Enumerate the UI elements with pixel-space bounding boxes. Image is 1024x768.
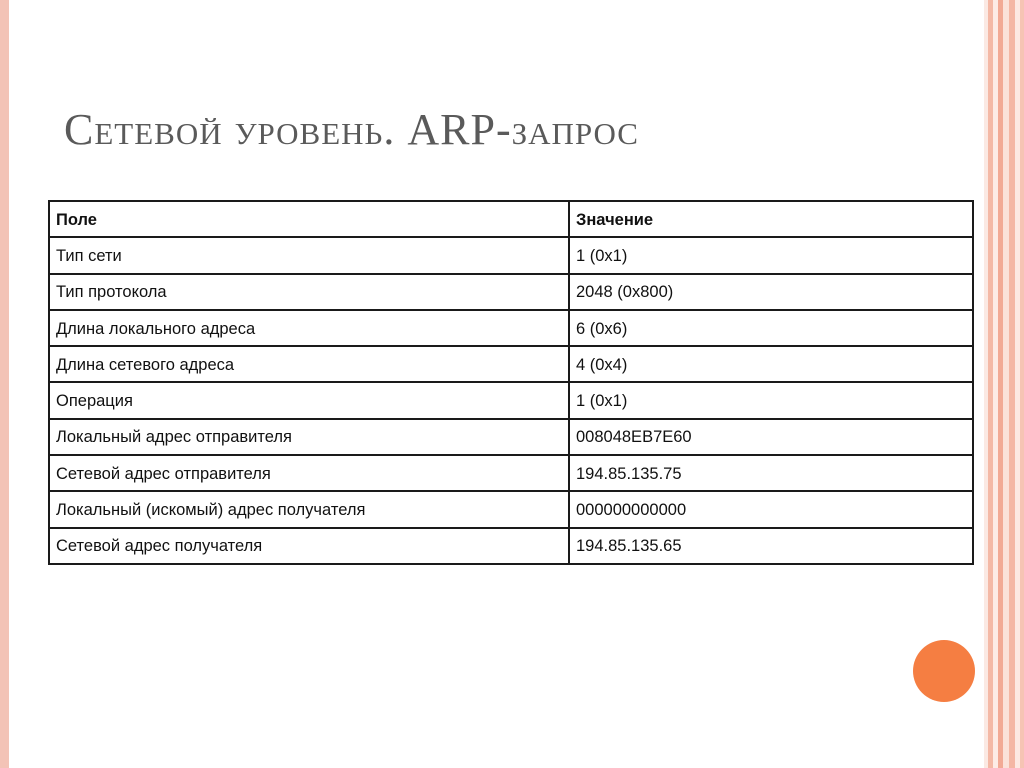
field-cell: Тип сети	[49, 237, 569, 273]
table-header-row	[49, 201, 973, 237]
table-row	[49, 419, 973, 455]
arp-request-table	[48, 200, 974, 565]
table-row	[49, 528, 973, 564]
field-cell: Длина сетевого адреса	[49, 346, 569, 382]
table-row	[49, 310, 973, 346]
value-cell: 000000000000	[569, 491, 973, 527]
value-cell: 6 (0x6)	[569, 310, 973, 346]
value-cell: 4 (0x4)	[569, 346, 973, 382]
header-value: Значение	[569, 201, 973, 237]
decorative-dot	[913, 640, 975, 702]
field-cell: Сетевой адрес отправителя	[49, 455, 569, 491]
field-cell: Сетевой адрес получателя	[49, 528, 569, 564]
field-cell: Локальный (искомый) адрес получателя	[49, 491, 569, 527]
value-cell: 2048 (0x800)	[569, 274, 973, 310]
table-row	[49, 274, 973, 310]
field-cell: Длина локального адреса	[49, 310, 569, 346]
value-cell: 1 (0x1)	[569, 237, 973, 273]
slide-title: Сетевой уровень. ARP-запрос	[64, 105, 639, 154]
table-row	[49, 382, 973, 418]
table-row	[49, 491, 973, 527]
value-cell: 008048EB7E60	[569, 419, 973, 455]
table-row	[49, 237, 973, 273]
right-decorative-stripes	[984, 0, 1024, 768]
value-cell: 194.85.135.65	[569, 528, 973, 564]
field-cell: Локальный адрес отправителя	[49, 419, 569, 455]
table-row	[49, 455, 973, 491]
value-cell: 1 (0x1)	[569, 382, 973, 418]
header-field: Поле	[49, 201, 569, 237]
data-table	[48, 200, 974, 565]
field-cell: Операция	[49, 382, 569, 418]
left-decorative-stripe	[0, 0, 9, 768]
table-row	[49, 346, 973, 382]
value-cell: 194.85.135.75	[569, 455, 973, 491]
field-cell: Тип протокола	[49, 274, 569, 310]
